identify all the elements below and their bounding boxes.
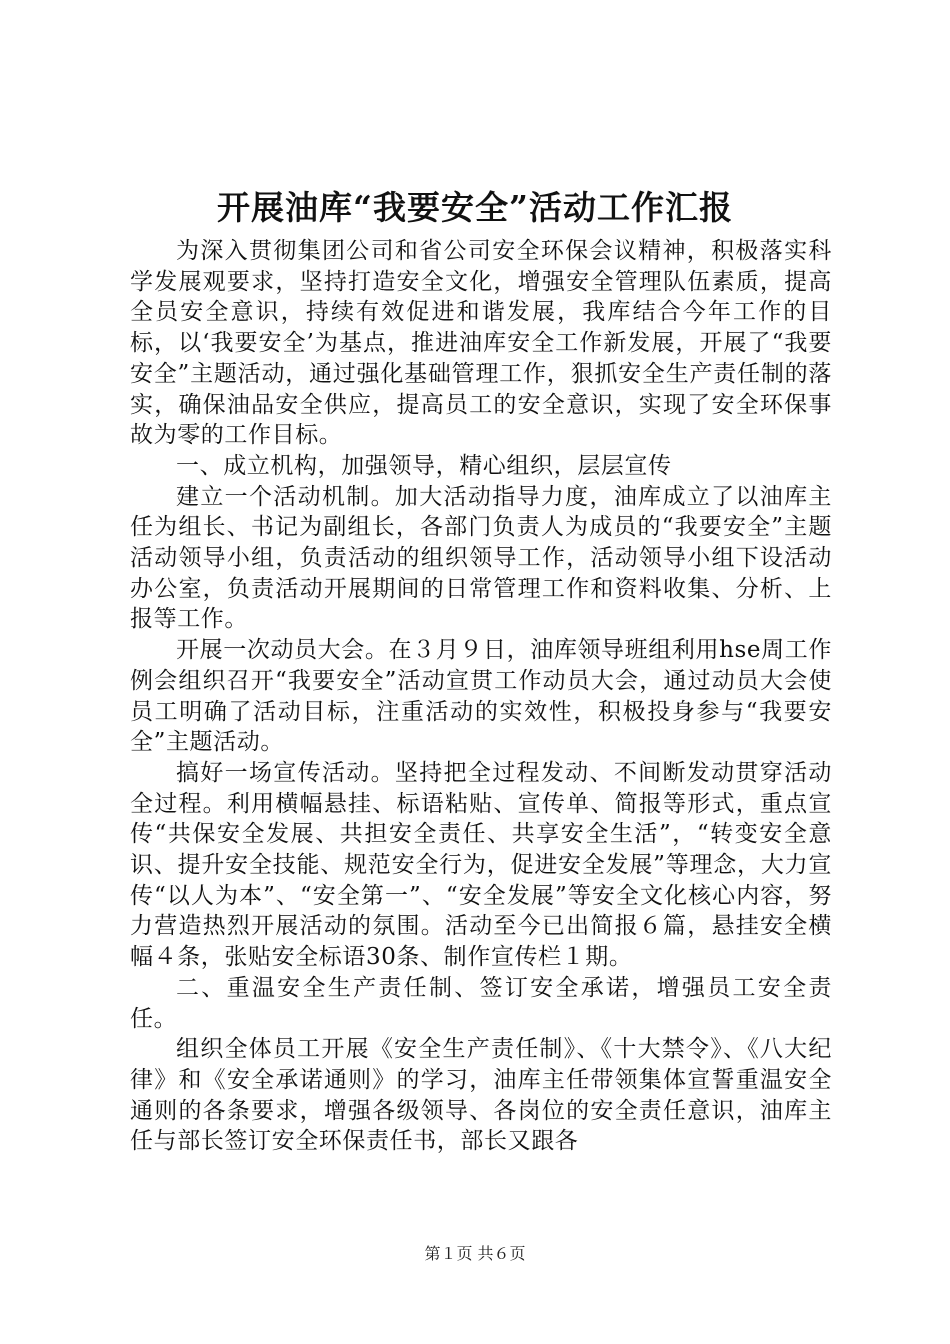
page-footer: 第１页 共６页 xyxy=(424,1244,526,1263)
body-paragraph: 搞好一场宣传活动。坚持把全过程发动、不间断发动贯穿活动全过程。利用横幅悬挂、标语粘贴、宣传单、简报等形式，重点宣传“共保安全发展、共担安全责任、共享安全生活”，“转变安全意识、提升安全技能、规范安全行为，促进安全发展”等理念，大力宣传“以人为本”、“安全第一”、“安全发展”等安全文化核心内容，努力营造热烈开展活动的氛围。活动至今已出简报６篇，悬挂安全横幅４条，张贴安全标语30条、制作宣传栏１期。 xyxy=(130,759,832,971)
body-paragraph: 建立一个活动机制。加大活动指导力度，油库成立了以油库主任为组长、书记为副组长，各部门负责人为成员的“我要安全”主题活动领导小组，负责活动的组织领导工作，活动领导小组下设活动办公室，负责活动开展期间的日常管理工作和资料收集、分析、上报等工作。 xyxy=(130,483,832,633)
document-title: 开展油库“我要安全”活动工作汇报 xyxy=(217,188,733,227)
section-heading-1: 一、成立机构，加强领导，精心组织，层层宣传 xyxy=(176,452,672,479)
document-body xyxy=(130,236,832,1157)
body-paragraph: 开展一次动员大会。在３月９日，油库领导班组利用hse周工作例会组织召开“我要安全”活动宣贯工作动员大会，通过动员大会使员工明确了活动目标，注重活动的实效性，积极投身参与“我要安全”主题活动。 xyxy=(130,637,832,756)
body-paragraph: 组织全体员工开展《安全生产责任制》、《十大禁令》、《八大纪律》和《安全承诺通则》的学习，油库主任带领集体宣誓重温安全通则的各条要求，增强各级领导、各岗位的安全责任意识，油库主任与部长签订安全环保责任书，部长又跟各 xyxy=(130,1036,832,1155)
intro-paragraph: 为深入贯彻集团公司和省公司安全环保会议精神，积极落实科学发展观要求，坚持打造安全文化，增强安全管理队伍素质，提高全员安全意识，持续有效促进和谐发展，我库结合今年工作的目标，以‘我要安全’为基点，推进油库安全工作新发展，开展了“我要安全”主题活动，通过强化基础管理工作，狠抓安全生产责任制的落实，确保油品安全供应，提高员工的安全意识，实现了安全环保事故为零的工作目标。 xyxy=(130,238,832,449)
section-heading-2: 二、重温安全生产责任制、签订安全承诺，增强员工安全责任。 xyxy=(130,974,832,1032)
